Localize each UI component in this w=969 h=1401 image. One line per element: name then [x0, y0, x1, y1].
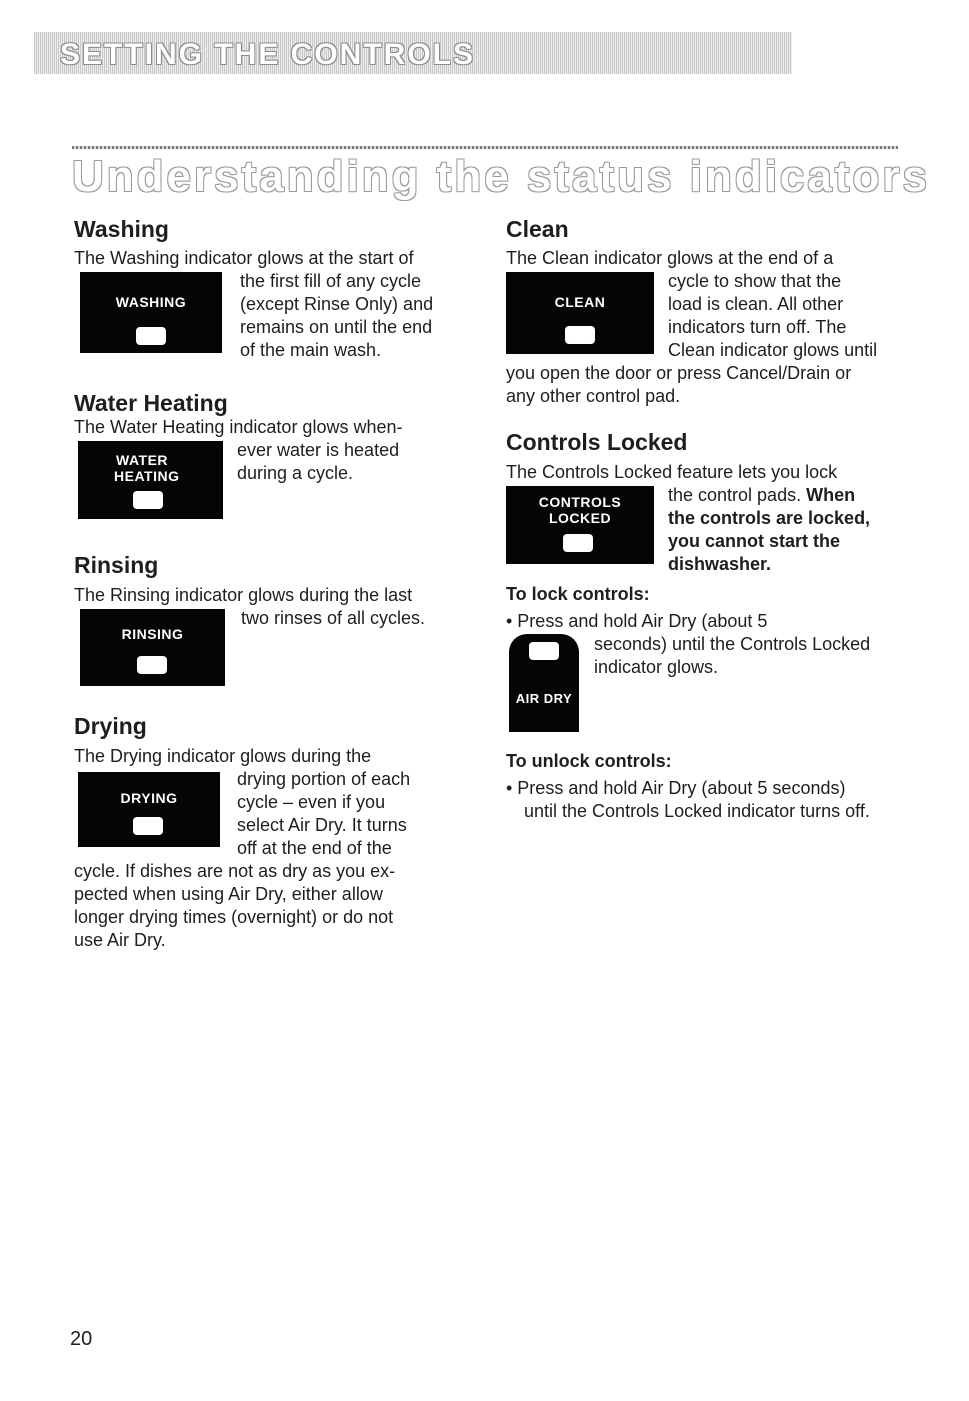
drying-text-line6: cycle. If dishes are not as dry as you ex- — [74, 861, 396, 881]
drying-text-line3: cycle – even if you — [237, 792, 386, 812]
water-heating-text-line1: The Water Heating indicator glows when- — [74, 417, 403, 437]
washing-indicator-label: WASHING — [115, 294, 187, 310]
unlock-controls-text-line1: • Press and hold Air Dry (about 5 seconds) — [506, 778, 846, 798]
clean-text-line6: you open the door or press Cancel/Drain or — [506, 363, 852, 383]
controls-locked-warning-line1: the controls are locked, — [668, 508, 871, 528]
water-heating-text-line3: during a cycle. — [237, 463, 354, 483]
washing-text-line5: of the main wash. — [240, 340, 382, 360]
indicator-light-icon — [563, 534, 593, 552]
clean-text-line5: Clean indicator glows until — [668, 340, 878, 360]
page-subtitle: Understanding the status indicators — [72, 152, 930, 201]
indicator-light-icon — [137, 656, 167, 674]
drying-text-line5: off at the end of the — [237, 838, 392, 858]
indicator-light-icon — [529, 642, 559, 660]
section-title: SETTING THE CONTROLS — [60, 38, 475, 71]
washing-text-line3: (except Rinse Only) and — [240, 294, 434, 314]
drying-text-line4: select Air Dry. It turns — [237, 815, 407, 835]
rinsing-indicator — [80, 609, 225, 686]
washing-heading: Washing — [74, 216, 169, 242]
page-number: 20 — [70, 1328, 93, 1350]
clean-text-line1: The Clean indicator glows at the end of a — [506, 248, 834, 268]
water-heating-indicator — [78, 441, 223, 519]
lock-controls-heading: To lock controls: — [506, 584, 650, 604]
clean-text-line2: cycle to show that the — [668, 271, 842, 291]
water-heating-indicator-label-1: WATER — [116, 452, 169, 468]
section-banner — [34, 32, 792, 74]
controls-locked-indicator-label-1: CONTROLS — [538, 494, 622, 510]
clean-heading: Clean — [506, 216, 569, 242]
indicator-light-icon — [136, 327, 166, 345]
drying-text-line9: use Air Dry. — [74, 930, 166, 950]
controls-locked-warning-line3: dishwasher. — [668, 554, 772, 574]
rinsing-text-line2: two rinses of all cycles. — [241, 608, 426, 628]
water-heating-heading: Water Heating — [74, 390, 228, 416]
controls-locked-text-line2-bold: When — [806, 485, 856, 505]
clean-indicator-label: CLEAN — [554, 294, 606, 310]
controls-locked-text-line1: The Controls Locked feature lets you lock — [506, 462, 838, 482]
lock-controls-text-line3: indicator glows. — [594, 657, 719, 677]
rinsing-indicator-label: RINSING — [121, 626, 184, 642]
drying-indicator-label: DRYING — [120, 790, 178, 806]
drying-indicator — [78, 772, 220, 847]
indicator-light-icon — [133, 817, 163, 835]
air-dry-pad-label: AIR DRY — [515, 691, 573, 706]
clean-indicator — [506, 272, 654, 354]
controls-locked-text-line2 — [668, 484, 855, 507]
lock-controls-text-line1: • Press and hold Air Dry (about 5 — [506, 611, 768, 631]
drying-text-line1: The Drying indicator glows during the — [74, 746, 372, 766]
clean-text-line7: any other control pad. — [506, 386, 681, 406]
controls-locked-warning-line2: you cannot start the — [668, 531, 841, 551]
indicator-light-icon — [565, 326, 595, 344]
washing-text-line2: the first fill of any cycle — [240, 271, 422, 291]
washing-text-line1: The Washing indicator glows at the start of — [74, 248, 414, 268]
drying-text-line8: longer drying times (overnight) or do not — [74, 907, 394, 927]
air-dry-pad — [509, 634, 579, 732]
drying-heading: Drying — [74, 713, 147, 739]
clean-text-line4: indicators turn off. The — [668, 317, 847, 337]
indicator-light-icon — [133, 491, 163, 509]
rinsing-text-line1: The Rinsing indicator glows during the last — [74, 585, 413, 605]
unlock-controls-text-line2: until the Controls Locked indicator turns off. — [524, 801, 870, 821]
dotted-rule — [72, 146, 898, 149]
controls-locked-text-line2-plain: the control pads. — [668, 485, 807, 505]
controls-locked-heading: Controls Locked — [506, 429, 688, 455]
washing-indicator — [80, 272, 222, 353]
water-heating-indicator-label-2: HEATING — [114, 468, 180, 484]
controls-locked-indicator-label-2: LOCKED — [548, 510, 612, 526]
unlock-controls-heading: To unlock controls: — [506, 751, 672, 771]
washing-text-line4: remains on until the end — [240, 317, 433, 337]
controls-locked-indicator — [506, 486, 654, 564]
water-heating-text-line2: ever water is heated — [237, 440, 400, 460]
drying-text-line7: pected when using Air Dry, either allow — [74, 884, 383, 904]
lock-controls-text-line2: seconds) until the Controls Locked — [594, 634, 871, 654]
drying-text-line2: drying portion of each — [237, 769, 411, 789]
rinsing-heading: Rinsing — [74, 552, 159, 578]
clean-text-line3: load is clean. All other — [668, 294, 844, 314]
